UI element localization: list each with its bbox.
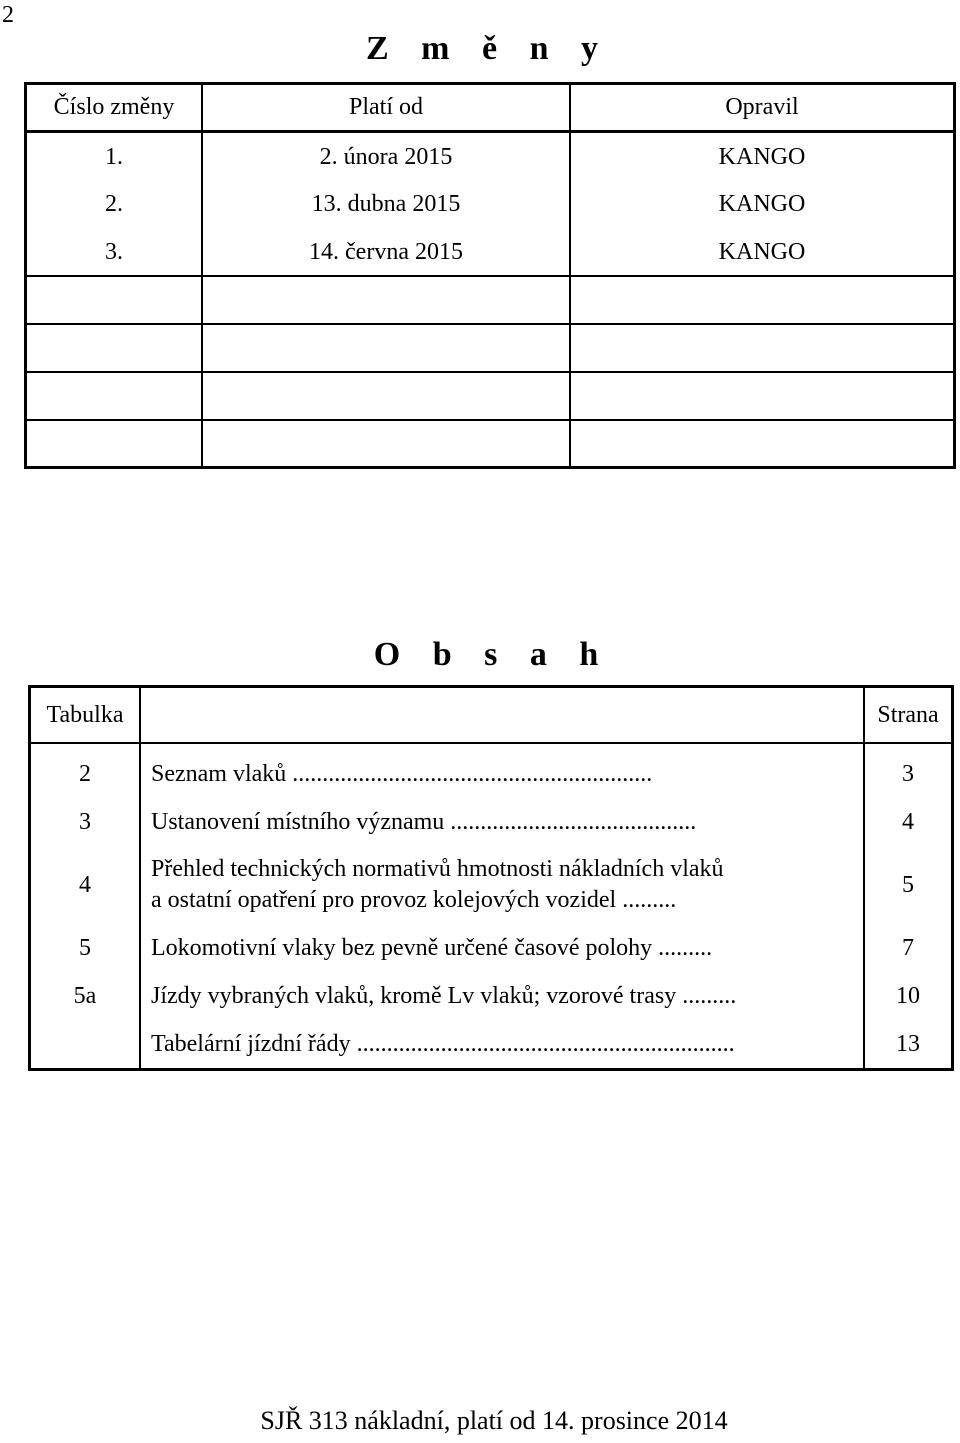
changes-row-empty <box>26 420 955 468</box>
contents-header-blank <box>140 687 864 744</box>
change-valid-from <box>202 420 570 468</box>
changes-row-empty <box>26 324 955 372</box>
contents-row <box>30 924 953 972</box>
contents-row <box>30 798 953 846</box>
contents-row <box>30 972 953 1020</box>
change-number <box>26 420 203 468</box>
change-corrected-by: KANGO <box>570 132 955 180</box>
change-corrected-by <box>570 276 955 324</box>
contents-entry-title: Seznam vlaků ............................................................ <box>140 743 864 798</box>
contents-entry-title <box>140 846 864 924</box>
changes-header-number: Číslo změny <box>26 84 203 132</box>
contents-entry-title-line2: a ostatní opatření pro provoz kolejových vozidel ......... <box>151 887 677 913</box>
contents-entry-title: Ustanovení místního významu ......................................... <box>140 798 864 846</box>
change-valid-from: 14. června 2015 <box>202 228 570 276</box>
change-corrected-by <box>570 420 955 468</box>
contents-row <box>30 846 953 924</box>
change-number <box>26 372 203 420</box>
changes-header-row <box>26 84 955 132</box>
contents-table-number: 5a <box>30 972 141 1020</box>
contents-page-number: 13 <box>896 1030 920 1057</box>
contents-header-page: Strana <box>864 687 953 744</box>
change-valid-from <box>202 324 570 372</box>
contents-entry-title-line1: Přehled technických normativů hmotnosti nákladních vlaků <box>151 856 724 882</box>
contents-row <box>30 743 953 798</box>
changes-row <box>26 180 955 228</box>
changes-row <box>26 228 955 276</box>
contents-header-row <box>30 687 953 744</box>
contents-table-number: 4 <box>30 846 141 924</box>
contents-page-number: 10 <box>896 982 920 1009</box>
changes-title: Z m ě n y <box>366 30 610 67</box>
change-number <box>26 324 203 372</box>
page-number: 2 <box>2 2 14 28</box>
contents-header-table: Tabulka <box>30 687 141 744</box>
change-number <box>26 276 203 324</box>
contents-table-number <box>30 1020 141 1070</box>
contents-title: O b s a h <box>373 636 611 673</box>
change-corrected-by <box>570 324 955 372</box>
change-valid-from <box>202 276 570 324</box>
change-corrected-by <box>570 372 955 420</box>
contents-entry-title: Tabelární jízdní řády ............................................................... <box>140 1020 864 1070</box>
contents-page-number: 5 <box>902 871 914 898</box>
contents-table <box>28 685 954 1071</box>
changes-table <box>24 82 956 469</box>
change-number: 3. <box>26 228 203 276</box>
contents-table-number: 2 <box>30 743 141 798</box>
change-corrected-by: KANGO <box>570 228 955 276</box>
change-number: 1. <box>26 132 203 180</box>
contents-table-number: 3 <box>30 798 141 846</box>
changes-row-empty <box>26 276 955 324</box>
change-corrected-by: KANGO <box>570 180 955 228</box>
contents-table-number: 5 <box>30 924 141 972</box>
change-valid-from: 13. dubna 2015 <box>202 180 570 228</box>
change-valid-from <box>202 372 570 420</box>
contents-entry-title: Jízdy vybraných vlaků, kromě Lv vlaků; vzorové trasy ......... <box>140 972 864 1020</box>
contents-page-number: 7 <box>902 934 914 961</box>
contents-entry-title: Lokomotivní vlaky bez pevně určené časové polohy ......... <box>140 924 864 972</box>
change-number: 2. <box>26 180 203 228</box>
changes-row <box>26 132 955 180</box>
page-footer: SJŘ 313 nákladní, platí od 14. prosince 2014 <box>260 1406 728 1435</box>
contents-page-number: 3 <box>902 760 914 787</box>
contents-page-number: 4 <box>902 808 914 835</box>
change-valid-from: 2. února 2015 <box>202 132 570 180</box>
changes-row-empty <box>26 372 955 420</box>
changes-header-valid-from: Platí od <box>202 84 570 132</box>
changes-header-corrected-by: Opravil <box>570 84 955 132</box>
contents-row <box>30 1020 953 1070</box>
